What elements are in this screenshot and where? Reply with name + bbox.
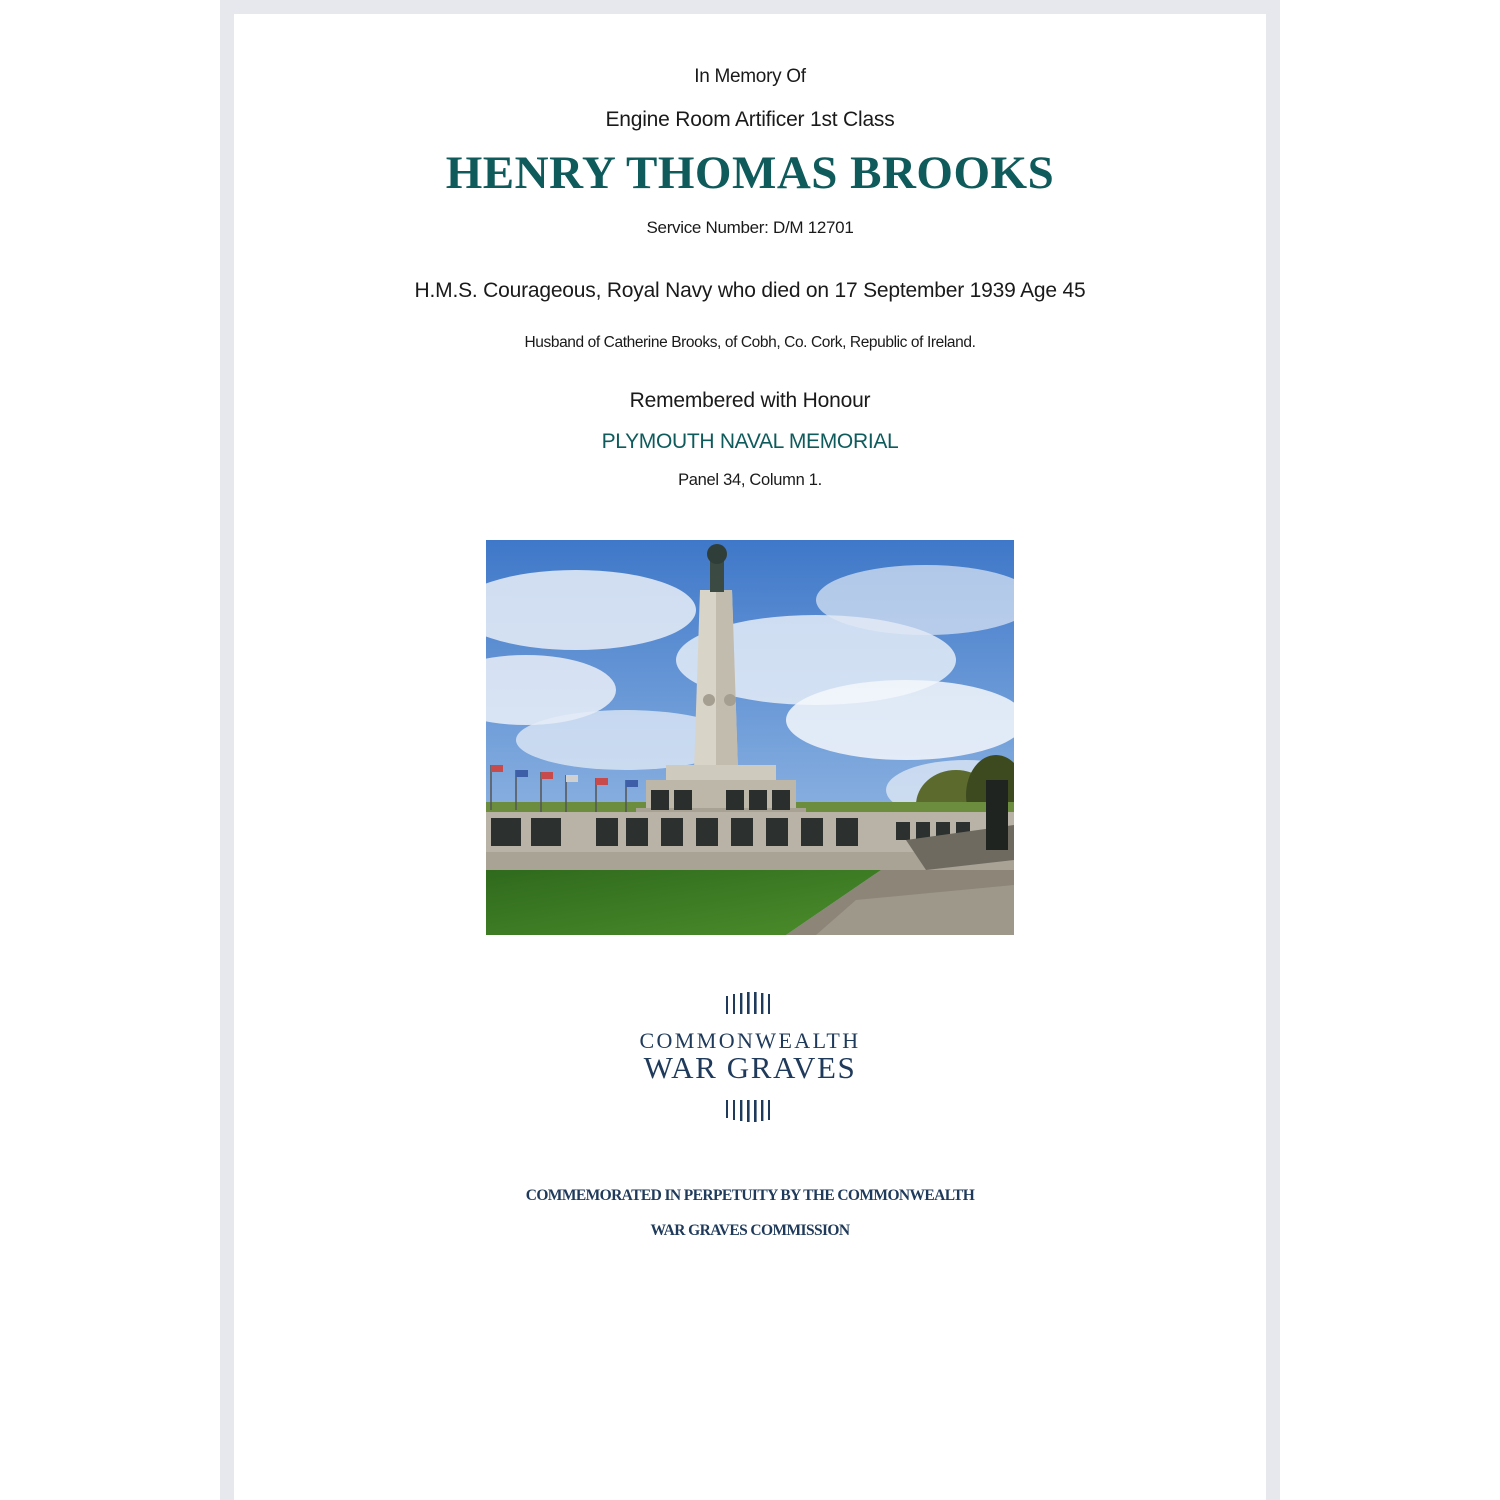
- family-details: Husband of Catherine Brooks, of Cobh, Co. Cork, Republic of Ireland.: [524, 334, 976, 351]
- person-name: HENRY THOMAS BROOKS: [445, 147, 1055, 199]
- footer-line1: COMMEMORATED IN PERPETUITY BY THE COMMONWEALTH: [525, 1187, 975, 1204]
- cwgc-logo: [600, 990, 900, 1130]
- rank-text: Engine Room Artificer 1st Class: [605, 108, 895, 131]
- memorial-name: PLYMOUTH NAVAL MEMORIAL: [601, 430, 899, 453]
- remembered-with-honour: Remembered with Honour: [629, 389, 871, 412]
- logo-line1: COMMONWEALTH: [639, 1028, 861, 1053]
- memorial-photo: [486, 540, 1014, 935]
- footer-line2: WAR GRAVES COMMISSION: [650, 1222, 850, 1239]
- unit-and-death-text: H.M.S. Courageous, Royal Navy who died on 17 September 1939 Age 45: [414, 279, 1086, 302]
- logo-line2: WAR GRAVES: [643, 1050, 857, 1085]
- logo-bars-bottom-icon: [600, 1100, 900, 1124]
- panel-location: Panel 34, Column 1.: [678, 471, 822, 489]
- logo-bars-top-icon: [600, 992, 900, 1016]
- in-memory-of-heading: In Memory Of: [694, 66, 806, 87]
- service-number: Service Number: D/M 12701: [646, 218, 854, 237]
